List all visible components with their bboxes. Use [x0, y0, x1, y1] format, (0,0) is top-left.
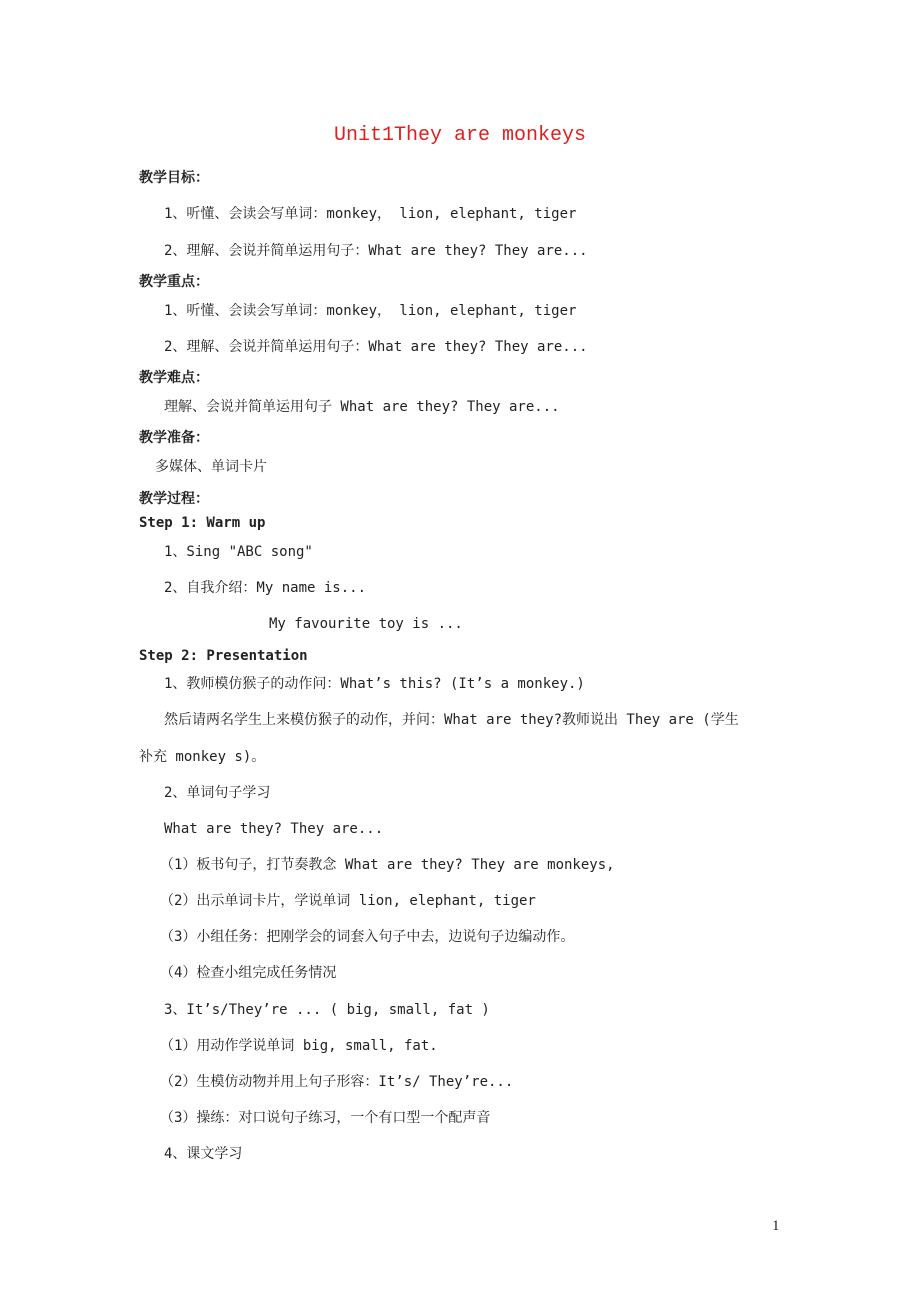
page-number: 1 [772, 1218, 780, 1234]
step2-line-9: （4）检查小组完成任务情况 [160, 965, 337, 981]
difficulties-text: 理解、会说并简单运用句子 What are they? They are... [164, 399, 560, 415]
step2-line-11: （1）用动作学说单词 big, small, fat. [160, 1038, 438, 1054]
document-title: Unit1They are monkeys [333, 124, 587, 147]
objective-item-1: 1、听懂、会读会写单词：monkey， lion, elephant, tiger [164, 206, 577, 222]
key-point-item-2: 2、理解、会说并简单运用句子：What are they? They are... [164, 339, 588, 355]
step2-line-5: What are they? They are... [164, 821, 384, 837]
step2-line-6: （1）板书句子，打节奏教念 What are they? They are monkeys, [160, 857, 615, 873]
step1-heading: Step 1: Warm up [139, 515, 266, 531]
step2-line-3: 补充 monkey s)。 [139, 749, 266, 765]
step1-line-3: My favourite toy is ... [269, 616, 463, 632]
step2-line-13: （3）操练：对口说句子练习，一个有口型一个配声音 [160, 1110, 491, 1126]
objectives-heading: 教学目标： [139, 170, 209, 186]
step2-line-2: 然后请两名学生上来模仿猴子的动作，并问：What are they?教师说出 They are (学生 [164, 712, 739, 728]
step2-line-1: 1、教师模仿猴子的动作问：What’s this? (It’s a monkey.) [164, 676, 585, 692]
key-point-item-1: 1、听懂、会读会写单词：monkey， lion, elephant, tiger [164, 303, 577, 319]
step2-heading: Step 2: Presentation [139, 648, 308, 664]
objective-item-2: 2、理解、会说并简单运用句子：What are they? They are... [164, 243, 588, 259]
key-points-heading: 教学重点： [139, 274, 209, 290]
step2-line-7: （2）出示单词卡片，学说单词 lion, elephant, tiger [160, 893, 536, 909]
step2-line-14: 4、课文学习 [164, 1146, 243, 1162]
step2-line-8: （3）小组任务：把刚学会的词套入句子中去，边说句子边编动作。 [160, 929, 575, 945]
difficulties-heading: 教学难点： [139, 370, 209, 386]
step1-line-1: 1、Sing "ABC song" [164, 544, 313, 560]
preparation-text: 多媒体、单词卡片 [155, 459, 267, 475]
step2-line-12: （2）生模仿动物并用上句子形容：It’s/ They’re... [160, 1074, 514, 1090]
process-heading: 教学过程： [139, 491, 209, 507]
preparation-heading: 教学准备： [139, 430, 209, 446]
step2-line-4: 2、单词句子学习 [164, 785, 271, 801]
step2-line-10: 3、It’s/They’re ... ( big, small, fat ) [164, 1002, 490, 1018]
step1-line-2: 2、自我介绍：My name is... [164, 580, 367, 596]
